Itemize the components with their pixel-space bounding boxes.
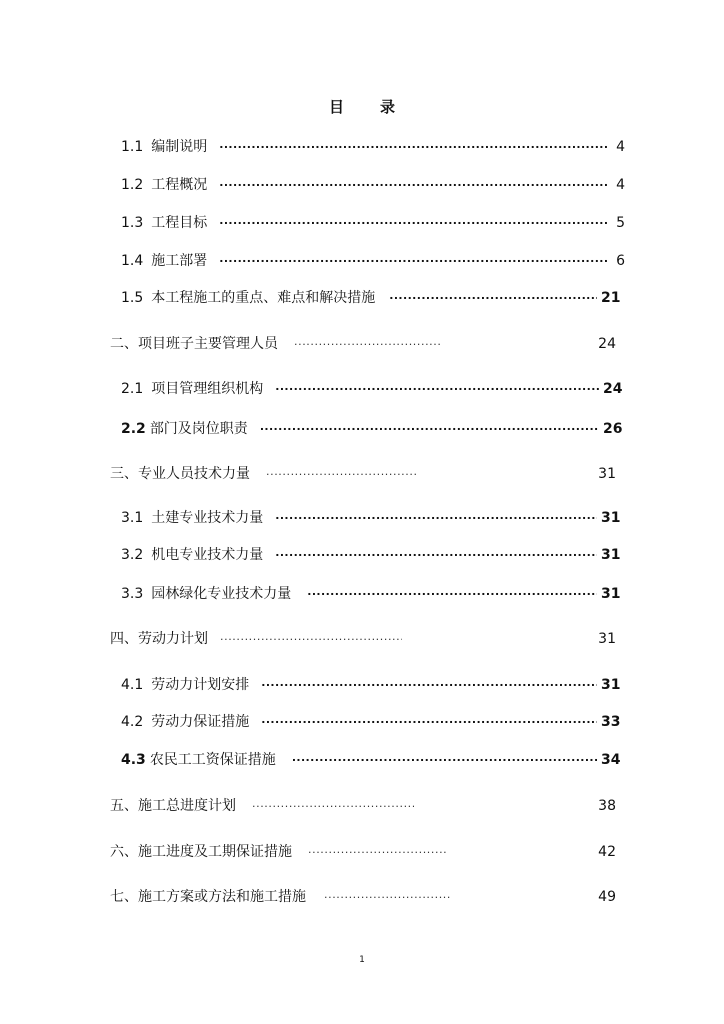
toc-entry-label: 劳动力保证措施 — [151, 714, 250, 730]
toc-entry-2-1[interactable] — [121, 379, 623, 399]
toc-entry-3-2[interactable] — [121, 545, 621, 565]
toc-entry-1-3[interactable] — [121, 213, 625, 233]
toc-entry-number: 1.1 — [121, 139, 144, 155]
toc-entry-number: 2.2 — [121, 421, 146, 437]
toc-entry-3-1[interactable] — [121, 508, 621, 528]
toc-chapter-page: 31 — [598, 466, 616, 482]
toc-entry-label: 部门及岗位职责 — [149, 421, 248, 437]
toc-dot-leader — [252, 793, 414, 807]
toc-chapter-page: 42 — [598, 844, 616, 860]
toc-title-char-1: 目 — [328, 98, 344, 116]
toc-entry-label: 编制说明 — [151, 139, 208, 155]
toc-dot-leader — [324, 884, 450, 898]
toc-entry-number: 4.3 — [121, 752, 146, 768]
toc-chapter-5[interactable] — [110, 796, 616, 816]
toc-entry-4-1[interactable] — [121, 675, 621, 695]
toc-dot-leader — [292, 747, 597, 761]
toc-entry-number: 1.4 — [121, 253, 144, 269]
toc-entry-page: 5 — [616, 215, 625, 231]
toc-chapter-4[interactable] — [110, 629, 616, 649]
toc-chapter-2[interactable] — [110, 334, 616, 354]
toc-entry-label: 项目管理组织机构 — [151, 381, 264, 397]
toc-chapter-label: 三、专业人员技术力量 — [110, 466, 250, 482]
toc-entry-label: 土建专业技术力量 — [151, 510, 264, 526]
toc-dot-leader — [219, 134, 607, 148]
toc-entry-1-2[interactable] — [121, 175, 625, 195]
toc-chapter-3[interactable] — [110, 464, 616, 484]
toc-entry-label: 劳动力计划安排 — [151, 677, 250, 693]
toc-entry-label: 工程概况 — [151, 177, 208, 193]
toc-dot-leader — [220, 626, 402, 640]
toc-dot-leader — [294, 331, 440, 345]
toc-entry-page: 34 — [601, 752, 621, 768]
toc-chapter-label: 七、施工方案或方法和施工措施 — [110, 889, 306, 905]
toc-entry-label: 农民工工资保证措施 — [149, 752, 276, 768]
toc-dot-leader — [308, 839, 446, 853]
toc-entry-number: 3.3 — [121, 586, 144, 602]
toc-dot-leader — [261, 709, 597, 723]
toc-dot-leader — [219, 248, 607, 262]
toc-dot-leader — [275, 542, 597, 556]
toc-entry-page: 33 — [601, 714, 621, 730]
toc-entry-label: 园林绿化专业技术力量 — [151, 586, 292, 602]
toc-dot-leader — [389, 285, 597, 299]
toc-entry-number: 4.2 — [121, 714, 144, 730]
toc-entry-page: 31 — [601, 677, 621, 693]
toc-title-char-2: 录 — [380, 98, 396, 116]
toc-dot-leader — [261, 672, 597, 686]
toc-entry-4-2[interactable] — [121, 712, 621, 732]
toc-dot-leader — [219, 172, 607, 186]
toc-entry-number: 1.2 — [121, 177, 144, 193]
toc-chapter-label: 五、施工总进度计划 — [110, 798, 236, 814]
toc-entry-page: 6 — [616, 253, 625, 269]
toc-entry-label: 施工部署 — [151, 253, 208, 269]
toc-dot-leader — [307, 581, 597, 595]
toc-entry-page: 26 — [603, 421, 623, 437]
toc-entry-number: 3.2 — [121, 547, 144, 563]
toc-chapter-page: 31 — [598, 631, 616, 647]
toc-entry-2-2[interactable] — [121, 419, 623, 439]
toc-entry-number: 3.1 — [121, 510, 144, 526]
toc-dot-leader — [275, 505, 597, 519]
toc-entry-number: 4.1 — [121, 677, 144, 693]
toc-dot-leader — [260, 416, 599, 430]
toc-entry-page: 31 — [601, 547, 621, 563]
toc-entry-number: 2.1 — [121, 381, 144, 397]
toc-chapter-label: 四、劳动力计划 — [110, 631, 208, 647]
toc-chapter-page: 24 — [598, 336, 616, 352]
toc-chapter-label: 二、项目班子主要管理人员 — [110, 336, 278, 352]
toc-entry-number: 1.5 — [121, 290, 144, 306]
toc-dot-leader — [219, 210, 607, 224]
toc-entry-label: 工程目标 — [151, 215, 208, 231]
toc-entry-page: 24 — [603, 381, 623, 397]
toc-dot-leader — [275, 376, 599, 390]
toc-entry-1-4[interactable] — [121, 251, 625, 271]
toc-entry-page: 21 — [601, 290, 621, 306]
toc-chapter-7[interactable] — [110, 887, 616, 907]
toc-entry-3-3[interactable] — [121, 584, 621, 604]
toc-chapter-label: 六、施工进度及工期保证措施 — [110, 844, 292, 860]
toc-entry-page: 4 — [616, 139, 625, 155]
toc-entry-number: 1.3 — [121, 215, 144, 231]
toc-chapter-page: 49 — [598, 889, 616, 905]
toc-entry-label: 本工程施工的重点、难点和解决措施 — [151, 290, 376, 306]
toc-title — [0, 96, 724, 117]
toc-dot-leader — [266, 461, 416, 475]
page-number: 1 — [359, 955, 365, 965]
toc-entry-page: 31 — [601, 510, 621, 526]
toc-chapter-page: 38 — [598, 798, 616, 814]
toc-entry-label: 机电专业技术力量 — [151, 547, 264, 563]
toc-entry-1-5[interactable] — [121, 288, 621, 308]
toc-entry-4-3[interactable] — [121, 750, 621, 770]
toc-entry-page: 31 — [601, 586, 621, 602]
toc-entry-1-1[interactable] — [121, 137, 625, 157]
toc-entry-page: 4 — [616, 177, 625, 193]
toc-chapter-6[interactable] — [110, 842, 616, 862]
